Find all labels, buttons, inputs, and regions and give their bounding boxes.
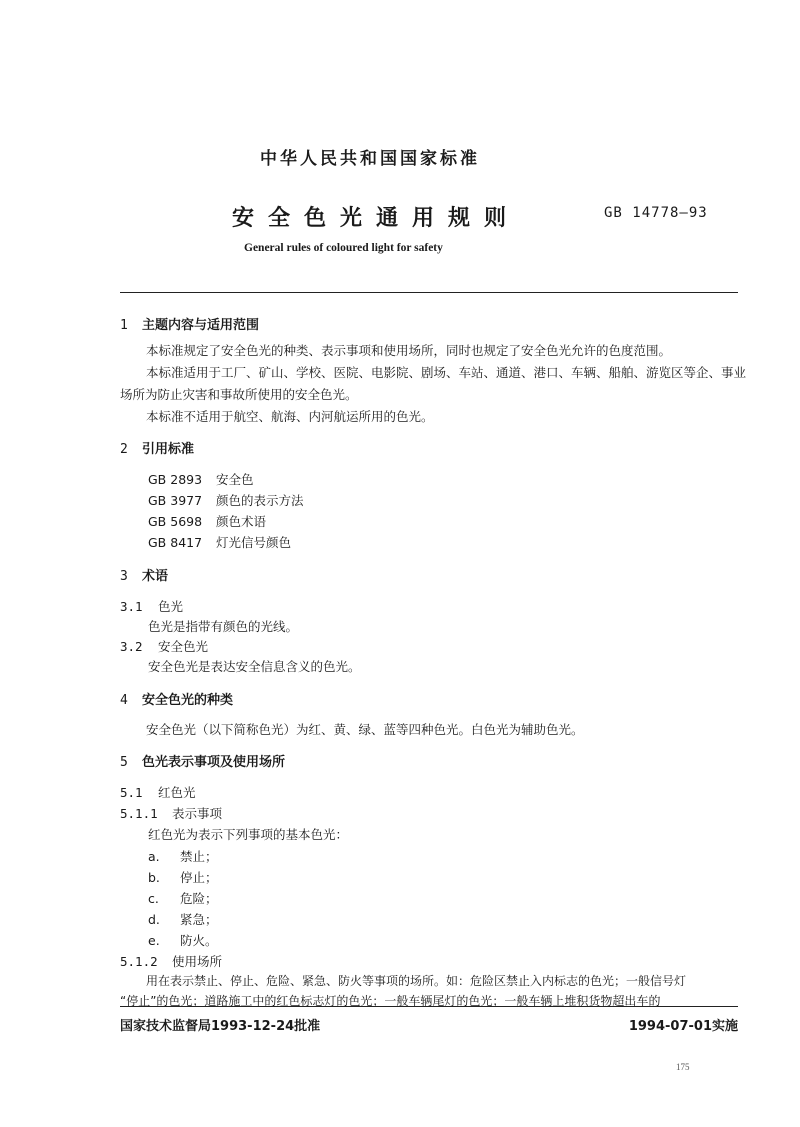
document-title: 安全色光通用规则 [232,206,521,231]
paragraph: 本标准不适用于航空、航海、内河航运所用的色光。 [146,409,434,424]
section-number: 3 [120,569,128,584]
list-text: 危险； [180,891,218,906]
list-item [148,910,218,928]
standard-code: GB 14778—93 [604,205,708,221]
paragraph: 本标准适用于工厂、矿山、学校、医院、电影院、剧场、车站、通道、港口、车辆、船舶、游览区等企、事业 [146,365,747,380]
section-title: 主题内容与适用范围 [142,318,260,333]
subsection-title: 使用场所 [172,954,223,969]
term-definition: 色光是指带有颜色的光线。 [148,619,299,634]
paragraph: 用在表示禁止、停止、危险、紧急、防火等事项的场所。如：危险区禁止入内标志的色光；一般信号灯 [146,974,687,988]
reference-code: GB 5698 [148,514,203,529]
term-3-2-heading [120,637,208,655]
list-item [148,868,218,886]
list-label: d. [148,912,160,927]
approval-date: 国家技术监督局1993-12-24批准 [120,1019,321,1034]
subsection-number: 5.1 [120,785,143,800]
reference-code: GB 3977 [148,493,203,508]
paragraph-continuation: “停止”的色光；道路施工中的红色标志灯的色光；一般车辆尾灯的色光；一般车辆上堆积货物超出车的 [120,994,661,1008]
subsection-title: 表示事项 [172,806,223,821]
paragraph: 红色光为表示下列事项的基本色光： [148,827,349,842]
list-label: b. [148,870,160,885]
english-title: General rules of coloured light for safety [244,242,443,254]
effective-date: 1994-07-01实施 [628,1019,738,1034]
subsection-5-1-1-heading [120,804,222,822]
list-label: e. [148,933,160,948]
section-1-heading [120,314,259,333]
subsection-number: 3.1 [120,599,143,614]
section-number: 5 [120,755,128,770]
section-title: 引用标准 [142,442,195,457]
list-text: 停止； [180,870,218,885]
reference-item [148,533,291,551]
subsection-5-1-2-heading [120,952,222,970]
section-title: 安全色光的种类 [142,693,234,708]
term-definition: 安全色光是表达安全信息含义的色光。 [148,659,361,674]
paragraph-continuation: 场所为防止灾害和事故所使用的安全色光。 [120,387,358,402]
reference-item [148,470,254,488]
list-text: 紧急； [180,912,218,927]
reference-name: 灯光信号颜色 [216,535,292,550]
reference-name: 颜色术语 [216,514,267,529]
section-number: 1 [120,318,128,333]
list-item [148,931,218,949]
reference-item [148,491,304,509]
page-number: 175 [676,1062,690,1072]
section-title: 术语 [142,569,169,584]
list-item [148,889,218,907]
section-5-heading [120,751,285,770]
term-name: 安全色光 [158,639,209,654]
header-divider [120,292,738,293]
reference-code: GB 8417 [148,535,203,550]
section-number: 2 [120,442,128,457]
footer-divider [120,1006,738,1007]
national-standard-heading: 中华人民共和国国家标准 [260,149,480,169]
section-3-heading [120,565,168,584]
paragraph: 本标准规定了安全色光的种类、表示事项和使用场所，同时也规定了安全色光允许的色度范围。 [146,343,672,358]
list-label: a. [148,849,160,864]
reference-name: 颜色的表示方法 [216,493,304,508]
subsection-number: 5.1.1 [120,806,158,821]
subsection-5-1-heading [120,783,196,801]
section-title: 色光表示事项及使用场所 [142,755,286,770]
reference-name: 安全色 [216,472,254,487]
subsection-title: 红色光 [158,785,196,800]
list-label: c. [148,891,159,906]
subsection-number: 5.1.2 [120,954,158,969]
term-name: 色光 [158,599,184,614]
list-text: 防火。 [180,933,218,948]
paragraph: 安全色光（以下简称色光）为红、黄、绿、蓝等四种色光。白色光为辅助色光。 [146,722,584,737]
section-number: 4 [120,693,128,708]
section-4-heading [120,689,233,708]
subsection-number: 3.2 [120,639,143,654]
list-item [148,847,218,865]
list-text: 禁止； [180,849,218,864]
reference-item [148,512,266,530]
section-2-heading [120,438,194,457]
term-3-1-heading [120,597,183,615]
reference-code: GB 2893 [148,472,203,487]
